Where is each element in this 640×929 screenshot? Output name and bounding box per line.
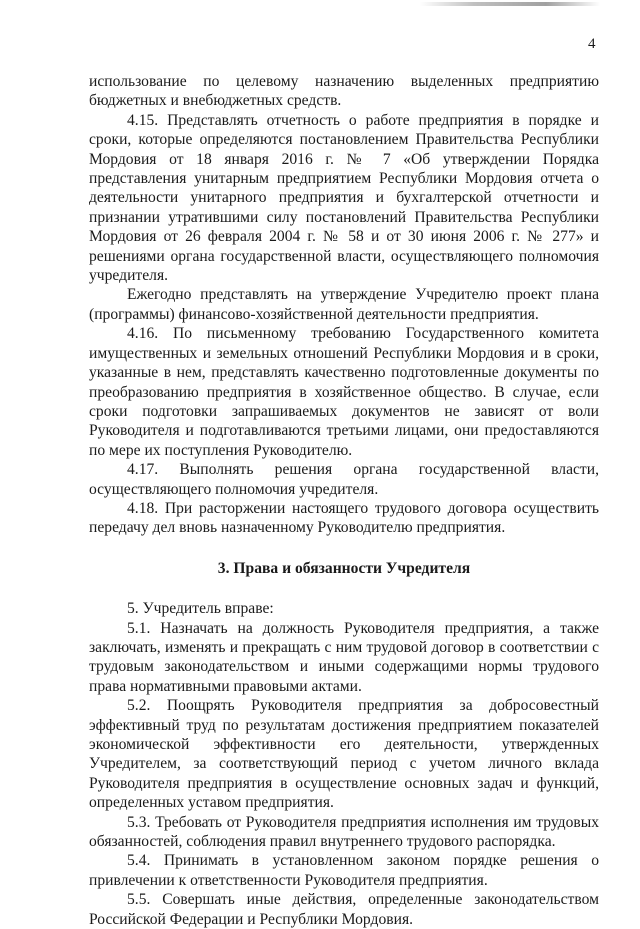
paragraph-after-1: 5.1. Назначать на должность Руководителя предприятия, а также заключать, изменять и прекращать с ним трудовой договор в соответствии с трудовым законодательством и иными содержащими нормы трудового права нормативными правовыми актами.	[89, 619, 599, 695]
paragraph-after-2: 5.2. Поощрять Руководителя предприятия за добросовестный эффективный труд по результатам достижения предприятием показателей экономической эффективности его деятельности, утвержденных Учредителем, за соответствующий период с учетом личного вклада Руководителя предприятия в осуществление основных задач и функций, определенных уставом предприятия.	[89, 697, 599, 812]
paragraph-before-0: использование по целевому назначению выделенных предприятию бюджетных и внебюджетных средств.	[89, 73, 599, 110]
scan-artifact	[420, 2, 600, 6]
paragraph-before-1: 4.15. Представлять отчетность о работе предприятия в порядке и сроки, которые определяются постановлением Правительства Республики Мордовия от 18 января 2016 г. № 7 «Об утверждении Порядка представления унитарным предприятием Республики Мордовия отчета о деятельности унитарного предприятия и бухгалтерской отчетности и признании утратившими силу постановлений Правительства Республики Мордовия от 26 февраля 2004 г. № 58 и от 30 июня 2006 г. № 277» и решениями органа государственной власти, осуществляющего полномочия учредителя.	[89, 111, 599, 285]
paragraph-after-5: 5.5. Совершать иные действия, определенные законодательством Российской Федерации и Республики Мордовия.	[89, 891, 599, 928]
paragraph-after-4: 5.4. Принимать в установленном законом порядке решения о привлечении к ответственности Руководителя предприятия.	[89, 852, 599, 889]
section-heading: 3. Права и обязанности Учредителя	[217, 559, 471, 577]
paragraph-before-3: 4.16. По письменному требованию Государственного комитета имущественных и земельных отношений Республики Мордовия и в сроки, указанные в нем, представлять качественно подготовленные документы по преобразованию предприятия в хозяйственное общество. В случае, если сроки подготовки запрашиваемых документов не зависят от воли Руководителя и подготавливаются третьими лицами, они предоставляются по мере их поступления Руководителю.	[89, 325, 599, 459]
page-number: 4	[588, 36, 596, 52]
document-body	[89, 72, 599, 929]
paragraph-before-2: Ежегодно представлять на утверждение Учредителю проект плана (программы) финансово-хозяйственной деятельности предприятия.	[89, 286, 599, 323]
paragraph-before-5: 4.18. При расторжении настоящего трудового договора осуществить передачу дел вновь назначенному Руководителю предприятия.	[89, 499, 599, 537]
paragraph-before-4: 4.17. Выполнять решения органа государственной власти, осуществляющего полномочия учредителя.	[89, 461, 599, 498]
paragraph-after-0: 5. Учредитель вправе:	[127, 600, 274, 618]
paragraph-after-3: 5.3. Требовать от Руководителя предприятия исполнения им трудовых обязанностей, соблюдения правил внутреннего трудового распорядка.	[89, 813, 599, 851]
